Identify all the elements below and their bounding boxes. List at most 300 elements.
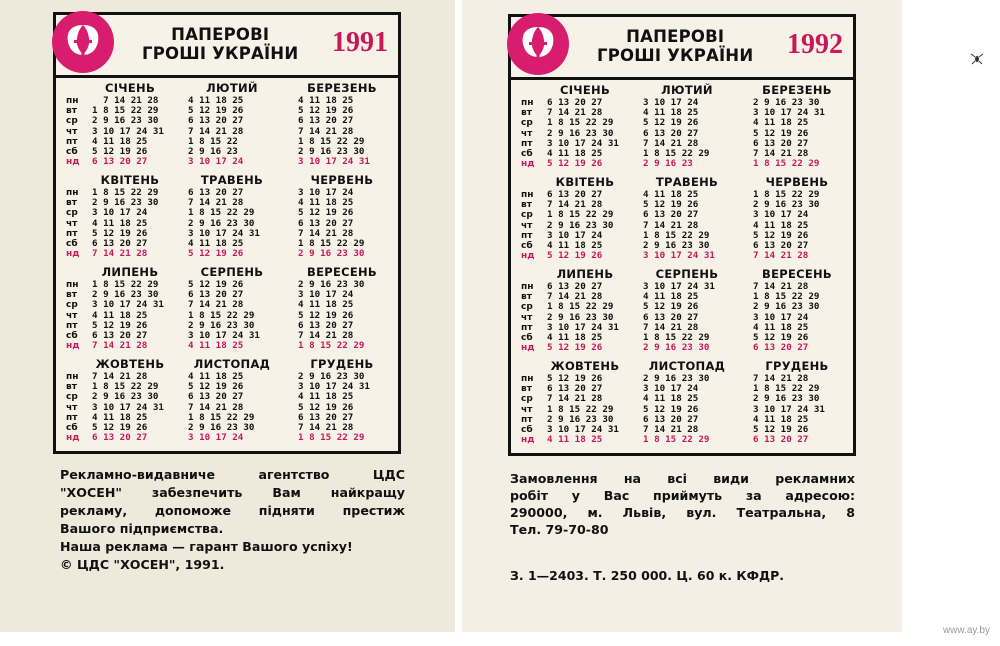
weekday-label: сб <box>66 331 78 342</box>
weekday-label: нд <box>521 251 535 262</box>
month-block <box>178 173 286 263</box>
dates-row: 4 11 18 25 <box>92 309 148 321</box>
month-block <box>633 83 741 173</box>
month-block <box>521 83 629 173</box>
month-block <box>743 267 851 357</box>
month-block <box>288 173 396 263</box>
dates-row: 7 14 21 28 <box>643 321 699 333</box>
dates-row: 6 13 20 27 <box>547 189 603 200</box>
sunday-dates-row: 1 8 15 22 29 <box>298 432 365 444</box>
dates-row: 3 10 17 24 31 <box>188 330 260 342</box>
dates-row: 4 11 18 25 <box>92 135 148 147</box>
calendar-card-1991 <box>0 0 455 632</box>
dates-row: 6 13 20 27 <box>643 311 699 323</box>
dates-row: 7 14 21 28 <box>753 148 809 160</box>
dates-row: 5 12 19 26 <box>92 319 148 331</box>
month-name: ЖОВТЕНЬ <box>550 359 620 373</box>
weekday-label: пн <box>66 280 79 290</box>
weekday-label: ср <box>66 208 78 219</box>
month-block <box>66 173 174 263</box>
weekday-label: чт <box>66 218 78 229</box>
month-days <box>188 372 254 443</box>
dates-row: 6 13 20 27 <box>643 413 699 425</box>
dates-row: 1 8 15 22 29 <box>753 383 820 395</box>
weekday-label: пн <box>66 372 79 382</box>
months-grid <box>66 81 392 443</box>
weekday-label: вт <box>66 198 77 209</box>
dates-row: 6 13 20 27 <box>188 115 244 127</box>
dates-row: 2 9 16 23 30 <box>753 97 820 108</box>
dates-row: 2 9 16 23 30 <box>753 301 820 313</box>
footer-line: рекламу, допоможе підняти престиж <box>60 503 405 518</box>
calendar-title <box>597 27 753 65</box>
sunday-dates-row: 3 10 17 24 <box>188 432 244 444</box>
month-days <box>753 190 819 261</box>
dates-row: 3 10 17 24 31 <box>92 299 164 311</box>
dates-row: 3 10 17 24 31 <box>547 137 619 149</box>
dates-row: 6 13 20 27 <box>547 383 603 395</box>
month-name: ГРУДЕНЬ <box>765 359 829 373</box>
weekday-label: ср <box>521 210 533 221</box>
sunday-dates-row: 5 12 19 26 <box>547 158 603 170</box>
logo-emblem-icon <box>52 11 114 73</box>
month-block <box>66 265 174 355</box>
weekday-labels <box>521 374 543 445</box>
weekday-label: пт <box>521 322 533 333</box>
dates-row: 1 8 15 22 29 <box>92 105 159 117</box>
calendar-frame <box>53 12 401 454</box>
dates-row: 3 10 17 24 31 <box>643 281 715 292</box>
sunday-dates-row: 5 12 19 26 <box>547 342 603 354</box>
weekday-label: сб <box>521 241 533 252</box>
weekday-label: вт <box>521 200 532 211</box>
dates-row: 4 11 18 25 <box>92 217 148 229</box>
sunday-dates-row: 4 11 18 25 <box>547 434 603 446</box>
month-days <box>753 98 825 169</box>
weekday-label: пт <box>521 414 533 425</box>
sunday-dates-row: 6 13 20 27 <box>753 342 809 354</box>
dates-row: 1 8 15 22 29 <box>188 309 255 321</box>
dates-row: 2 9 16 23 30 <box>92 115 159 127</box>
dates-row: 1 8 15 22 29 <box>547 301 614 313</box>
weekday-label: нд <box>521 159 535 170</box>
sunday-dates-row: 2 9 16 23 30 <box>643 342 710 354</box>
title-line-1: ПАПЕРОВІ <box>171 25 270 44</box>
weekday-label: нд <box>66 433 80 444</box>
weekday-label: вт <box>66 106 77 117</box>
dates-row: 3 10 17 24 31 <box>92 401 164 413</box>
weekday-label: нд <box>66 341 80 352</box>
weekday-label: нд <box>66 157 80 168</box>
title-line-1: ПАПЕРОВІ <box>626 27 725 46</box>
weekday-label: вт <box>521 108 532 119</box>
dates-row: 5 12 19 26 <box>643 403 699 415</box>
dates-row: 2 9 16 23 <box>188 146 238 158</box>
month-name: ТРАВЕНЬ <box>200 173 264 187</box>
dates-row: 4 11 18 25 <box>92 411 148 423</box>
dates-row: 1 8 15 22 29 <box>298 135 365 147</box>
dates-row: 6 13 20 27 <box>188 289 244 301</box>
logo-emblem-icon <box>507 13 569 75</box>
weekday-labels <box>66 188 88 259</box>
month-block <box>521 175 629 265</box>
month-name: ЛЮТИЙ <box>206 81 258 95</box>
dates-row: 3 10 17 24 <box>753 209 809 221</box>
sunday-dates-row: 4 11 18 25 <box>188 340 244 352</box>
calendar-card-1992 <box>462 0 902 632</box>
dates-row: 5 12 19 26 <box>753 229 809 241</box>
dates-row: 2 9 16 23 30 <box>547 311 614 323</box>
dates-row: 3 10 17 24 31 <box>188 227 260 239</box>
sunday-dates-row: 6 13 20 27 <box>92 156 148 168</box>
dates-row: 1 8 15 22 29 <box>643 229 710 241</box>
weekday-label: чт <box>66 310 78 321</box>
weekday-label: вт <box>521 384 532 395</box>
month-block <box>521 267 629 357</box>
dates-row: 2 9 16 23 30 <box>188 422 255 434</box>
dates-row: 3 10 17 24 31 <box>547 424 619 436</box>
dates-row: 6 13 20 27 <box>298 411 354 423</box>
footer-line: Рекламно-видавниче агентство ЦДС <box>60 467 405 482</box>
calendar-title <box>142 25 298 63</box>
month-days <box>753 374 825 445</box>
weekday-label: нд <box>521 343 535 354</box>
dates-row: 3 10 17 24 <box>92 207 148 219</box>
dates-row: 4 11 18 25 <box>298 391 354 403</box>
footer-line: Наша реклама — гарант Вашого успіху! <box>60 539 353 554</box>
month-days <box>547 98 619 169</box>
footer-line: Тел. 79-70-80 <box>510 522 609 537</box>
sunday-dates-row: 2 9 16 23 30 <box>298 248 365 260</box>
weekday-label: сб <box>521 149 533 160</box>
dates-row: 4 11 18 25 <box>643 393 699 405</box>
dates-row: 5 12 19 26 <box>753 332 809 344</box>
dates-row: 1 8 15 22 29 <box>753 189 820 200</box>
dates-row: 3 10 17 24 31 <box>547 321 619 333</box>
dates-row: 1 8 15 22 29 <box>643 148 710 160</box>
dates-row: 2 9 16 23 30 <box>547 413 614 425</box>
footer-line: Замовлення на всі види рекламних <box>510 471 855 486</box>
month-block <box>743 175 851 265</box>
dates-row: 2 9 16 23 30 <box>92 289 159 301</box>
dates-row: 4 11 18 25 <box>643 291 699 303</box>
weekday-label: пн <box>521 282 534 292</box>
dates-row: 6 13 20 27 <box>298 319 354 331</box>
advert-text <box>60 466 405 574</box>
dates-row: 2 9 16 23 30 <box>188 319 255 331</box>
weekday-label: вт <box>66 290 77 301</box>
month-block <box>288 357 396 447</box>
month-days <box>547 374 619 445</box>
dates-row: 6 13 20 27 <box>547 97 603 108</box>
month-block <box>66 81 174 171</box>
weekday-labels <box>66 372 88 443</box>
sunday-dates-row: 7 14 21 28 <box>753 250 809 262</box>
dates-row: 2 9 16 23 30 <box>547 219 614 231</box>
month-days <box>753 282 819 353</box>
weekday-label: чт <box>521 404 533 415</box>
dates-row: 4 11 18 25 <box>753 413 809 425</box>
dates-row: 1 8 15 22 29 <box>92 279 159 290</box>
month-days <box>188 280 260 351</box>
weekday-label: вт <box>66 382 77 393</box>
dates-row: 2 9 16 23 30 <box>92 197 159 209</box>
weekday-label: ср <box>66 116 78 127</box>
dates-row: 5 12 19 26 <box>753 127 809 139</box>
weekday-label: пн <box>66 188 79 198</box>
dates-row: 3 10 17 24 <box>547 229 603 241</box>
weekday-label: сб <box>66 423 78 434</box>
dates-row: 6 13 20 27 <box>298 217 354 229</box>
dates-row: 7 14 21 28 <box>547 393 603 405</box>
month-name: ЧЕРВЕНЬ <box>310 173 374 187</box>
month-name: КВІТЕНЬ <box>555 175 615 189</box>
footer-line: 290000, м. Львів, вул. Театральна, 8 <box>510 505 855 520</box>
dates-row: 4 11 18 25 <box>643 107 699 119</box>
footer-line: © ЦДС "ХОСЕН", 1991. <box>60 557 225 572</box>
month-name: ВЕРЕСЕНЬ <box>307 265 377 279</box>
dates-row: 5 12 19 26 <box>92 227 148 239</box>
dates-row: 6 13 20 27 <box>188 391 244 403</box>
footer-line: Вашого підприємства. <box>60 521 224 536</box>
sunday-dates-row: 1 8 15 22 29 <box>298 340 365 352</box>
weekday-label: чт <box>521 128 533 139</box>
weekday-label: сб <box>521 425 533 436</box>
weekday-label: сб <box>521 333 533 344</box>
insect-speck-icon <box>970 50 984 66</box>
dates-row: 7 14 21 28 <box>298 125 354 137</box>
dates-row: 5 12 19 26 <box>643 199 699 211</box>
month-days <box>298 372 370 443</box>
dates-row: 4 11 18 25 <box>547 240 603 252</box>
weekday-label: пн <box>521 98 534 108</box>
dates-row: 5 12 19 26 <box>188 105 244 117</box>
month-name: БЕРЕЗЕНЬ <box>307 81 377 95</box>
dates-row: 7 14 21 28 <box>92 371 148 382</box>
dates-row: 5 12 19 26 <box>547 373 603 384</box>
sunday-dates-row: 2 9 16 23 <box>643 158 693 170</box>
dates-row: 7 14 21 28 <box>298 227 354 239</box>
month-block <box>633 267 741 357</box>
month-days <box>547 190 613 261</box>
sunday-dates-row: 3 10 17 24 31 <box>298 156 370 168</box>
sunday-dates-row: 3 10 17 24 <box>188 156 244 168</box>
dates-row: 6 13 20 27 <box>753 137 809 149</box>
weekday-label: чт <box>521 220 533 231</box>
dates-row: 6 13 20 27 <box>298 115 354 127</box>
dates-row: 2 9 16 23 30 <box>547 127 614 139</box>
title-line-2: ГРОШІ УКРАЇНИ <box>597 46 754 65</box>
month-days <box>92 372 164 443</box>
month-block <box>288 265 396 355</box>
month-block <box>178 81 286 171</box>
weekday-label: пт <box>66 320 78 331</box>
months-grid <box>521 83 847 445</box>
dates-row: 3 10 17 24 31 <box>753 107 825 119</box>
month-name: ГРУДЕНЬ <box>310 357 374 371</box>
weekday-label: пн <box>521 190 534 200</box>
calendar-header <box>511 17 853 80</box>
month-name: ТРАВЕНЬ <box>655 175 719 189</box>
dates-row: 3 10 17 24 <box>753 311 809 323</box>
calendar-header <box>56 15 398 78</box>
month-days <box>643 98 709 169</box>
dates-row: 4 11 18 25 <box>643 189 699 200</box>
dates-row: 7 14 21 28 <box>753 281 809 292</box>
month-days <box>298 280 364 351</box>
dates-row: 4 11 18 25 <box>547 332 603 344</box>
month-days <box>643 190 715 261</box>
sunday-dates-row: 3 10 17 24 31 <box>643 250 715 262</box>
month-name: ВЕРЕСЕНЬ <box>762 267 832 281</box>
dates-row: 6 13 20 27 <box>188 187 244 198</box>
sunday-dates-row: 1 8 15 22 29 <box>753 158 820 170</box>
weekday-labels <box>521 98 543 169</box>
dates-row: 5 12 19 26 <box>188 381 244 393</box>
weekday-label: ср <box>521 394 533 405</box>
footer-line: робіт у Вас приймуть за адресою: <box>510 488 855 503</box>
month-name: ЛИПЕНЬ <box>101 265 159 279</box>
weekday-label: ср <box>521 302 533 313</box>
dates-row: 3 10 17 24 <box>643 383 699 395</box>
weekday-label: ср <box>66 392 78 403</box>
weekday-labels <box>521 190 543 261</box>
weekday-label: чт <box>66 402 78 413</box>
month-name: ЛИПЕНЬ <box>556 267 614 281</box>
dates-row: 4 11 18 25 <box>298 299 354 311</box>
dates-row: 4 11 18 25 <box>298 95 354 106</box>
dates-row: 7 14 21 28 <box>643 219 699 231</box>
dates-row: 2 9 16 23 30 <box>298 146 365 158</box>
month-block <box>743 83 851 173</box>
dates-row: 6 13 20 27 <box>92 238 148 250</box>
weekday-labels <box>521 282 543 353</box>
month-name: КВІТЕНЬ <box>100 173 160 187</box>
month-name: ЛИСТОПАД <box>193 357 271 371</box>
dates-row: 7 14 21 28 <box>547 199 603 211</box>
weekday-label: сб <box>66 239 78 250</box>
dates-row: 4 11 18 25 <box>753 219 809 231</box>
dates-row: 5 12 19 26 <box>188 279 244 290</box>
weekday-label: чт <box>521 312 533 323</box>
month-days <box>188 188 260 259</box>
calendar-year: 1991 <box>332 27 388 58</box>
month-name: ЧЕРВЕНЬ <box>765 175 829 189</box>
month-name: СІЧЕНЬ <box>559 83 611 97</box>
month-days <box>92 280 164 351</box>
month-days <box>92 188 158 259</box>
dates-row: 5 12 19 26 <box>753 424 809 436</box>
dates-row: 4 11 18 25 <box>753 117 809 129</box>
dates-row: 2 9 16 23 30 <box>753 199 820 211</box>
dates-row: 3 10 17 24 <box>298 289 354 301</box>
weekday-label: пн <box>521 374 534 384</box>
dates-row: 4 11 18 25 <box>547 148 603 160</box>
dates-row: 3 10 17 24 31 <box>298 381 370 393</box>
dates-row: 5 12 19 26 <box>298 207 354 219</box>
dates-row: 5 12 19 26 <box>643 117 699 129</box>
dates-row: 4 11 18 25 <box>298 197 354 209</box>
weekday-labels <box>66 280 88 351</box>
dates-row: 3 10 17 24 <box>298 187 354 198</box>
dates-row: 1 8 15 22 29 <box>92 187 159 198</box>
month-block <box>178 357 286 447</box>
month-name: СІЧЕНЬ <box>104 81 156 95</box>
dates-row: 1 8 15 22 29 <box>188 207 255 219</box>
dates-row: 2 9 16 23 30 <box>643 373 710 384</box>
print-code: З. 1—2403. Т. 250 000. Ц. 60 к. КФДР. <box>510 568 785 583</box>
weekday-label: ср <box>66 300 78 311</box>
dates-row: 5 12 19 26 <box>298 309 354 321</box>
month-name: БЕРЕЗЕНЬ <box>762 83 832 97</box>
order-info-text <box>510 470 855 538</box>
month-name: СЕРПЕНЬ <box>200 265 264 279</box>
footer-line: "ХОСЕН" забезпечить Вам найкращу <box>60 485 405 500</box>
dates-row: 7 14 21 28 <box>547 107 603 119</box>
dates-row: 1 8 15 22 29 <box>547 209 614 221</box>
dates-row: 6 13 20 27 <box>643 209 699 221</box>
weekday-label: пт <box>521 230 533 241</box>
month-name: ЖОВТЕНЬ <box>95 357 165 371</box>
dates-row: 7 14 21 28 <box>188 401 244 413</box>
sunday-dates-row: 6 13 20 27 <box>753 434 809 446</box>
weekday-label: сб <box>66 147 78 158</box>
dates-row: 1 8 15 22 29 <box>298 238 365 250</box>
dates-row: 6 13 20 27 <box>547 281 603 292</box>
weekday-labels <box>66 96 88 167</box>
weekday-label: вт <box>521 292 532 303</box>
calendar-year: 1992 <box>787 29 843 60</box>
dates-row: 1 8 15 22 29 <box>92 381 159 393</box>
dates-row: 7 14 21 28 <box>753 373 809 384</box>
month-days <box>188 96 243 167</box>
dates-row: 7 14 21 28 <box>298 330 354 342</box>
weekday-label: пт <box>66 228 78 239</box>
weekday-label: нд <box>66 249 80 260</box>
month-block <box>178 265 286 355</box>
dates-row: 2 9 16 23 30 <box>92 391 159 403</box>
weekday-label: пн <box>66 96 79 106</box>
dates-row: 5 12 19 26 <box>298 105 354 117</box>
month-days <box>298 188 364 259</box>
month-block <box>288 81 396 171</box>
dates-row: 7 14 21 28 <box>188 299 244 311</box>
month-block <box>743 359 851 449</box>
month-days <box>547 282 619 353</box>
dates-row: 5 12 19 26 <box>298 401 354 413</box>
month-block <box>633 359 741 449</box>
month-days <box>298 96 370 167</box>
weekday-label: пт <box>66 412 78 423</box>
dates-row: 7 14 21 28 <box>92 95 159 106</box>
sunday-dates-row: 7 14 21 28 <box>92 248 148 260</box>
dates-row: 6 13 20 27 <box>92 330 148 342</box>
dates-row: 7 14 21 28 <box>547 291 603 303</box>
month-days <box>643 282 715 353</box>
title-line-2: ГРОШІ УКРАЇНИ <box>142 44 299 63</box>
dates-row: 2 9 16 23 30 <box>298 371 365 382</box>
calendar-frame <box>508 14 856 456</box>
sunday-dates-row: 5 12 19 26 <box>547 250 603 262</box>
month-block <box>66 357 174 447</box>
dates-row: 2 9 16 23 30 <box>643 240 710 252</box>
dates-row: 4 11 18 25 <box>188 371 244 382</box>
dates-row: 7 14 21 28 <box>298 422 354 434</box>
sunday-dates-row: 6 13 20 27 <box>92 432 148 444</box>
dates-row: 1 8 15 22 29 <box>753 291 820 303</box>
weekday-label: чт <box>66 126 78 137</box>
dates-row: 4 11 18 25 <box>188 95 244 106</box>
